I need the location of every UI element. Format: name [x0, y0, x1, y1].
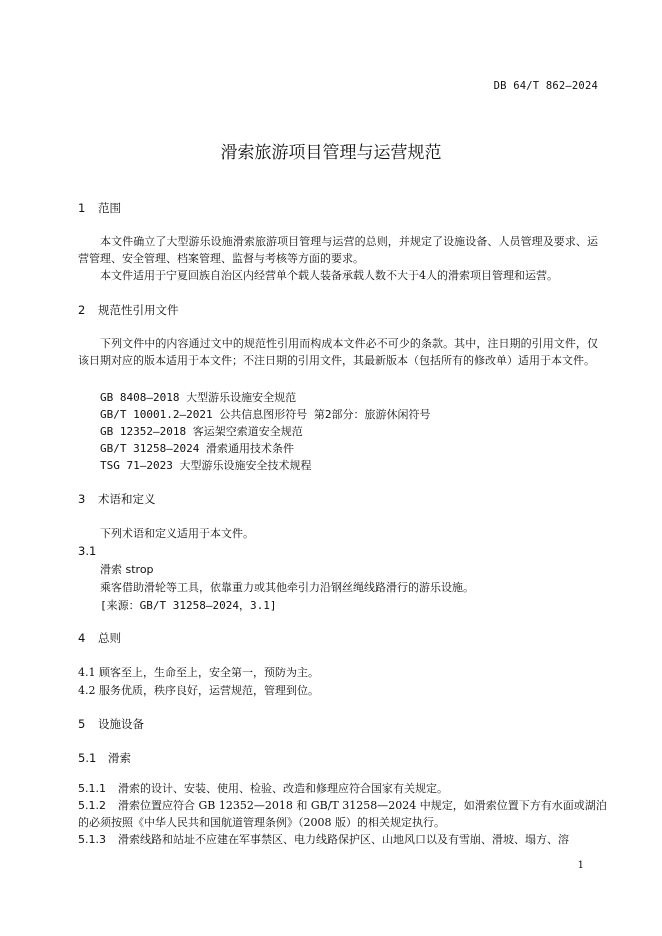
section-3-heading	[78, 491, 156, 507]
clause-5-1-2-continued	[78, 814, 445, 830]
clause-text: 滑索的设计、安装、使用、检验、改造和修理应符合国家有关规定。	[118, 782, 448, 795]
section-1-paragraph-1: 本文件确立了大型游乐设施滑索旅游项目管理与运营的总则，并规定了设施设备、人员管理及要求、运营管理、安全管理、档案管理、监督与考核等方面的要求。	[78, 235, 598, 265]
reference-item: GB 8408—2018 大型游乐设施安全规范	[100, 391, 297, 404]
section-title: 范围	[98, 201, 121, 215]
reference-item: GB/T 10001.2—2021 公共信息图形符号 第2部分：旅游休闲符号	[100, 408, 431, 421]
principle-item: 4.1 顾客至上，生命至上，安全第一，预防为主。	[78, 666, 319, 679]
section-title: 总则	[98, 631, 121, 645]
document-title: 滑索旅游项目管理与运营规范	[220, 143, 442, 163]
clause-text: 滑索线路和站址不应建在军事禁区、电力线路保护区、山地风口以及有雪崩、滑坡、塌方、溶	[118, 833, 569, 846]
section-title: 规范性引用文件	[98, 303, 179, 317]
document-code: DB 64/T 862—2024	[493, 80, 598, 92]
section-title: 设施设备	[98, 717, 144, 731]
clause-number: 5.1.3	[78, 833, 106, 846]
clause-text: 的必须按照《中华人民共和国航道管理条例》（2008 版）的相关规定执行。	[78, 816, 445, 829]
subsection-5-1-heading	[78, 750, 131, 766]
section-number: 4	[78, 631, 86, 645]
term-source: [来源：GB/T 31258—2024，3.1]	[100, 599, 277, 612]
term-name: 滑索 strop	[100, 563, 154, 576]
term-definition: 乘客借助滑轮等工具，依靠重力或其他牵引力沿钢丝绳线路滑行的游乐设施。	[100, 581, 474, 594]
section-2-paragraph-1: 下列文件中的内容通过文中的规范性引用而构成本文件必不可少的条款。其中，注日期的引用文件，仅该日期对应的版本适用于本文件；不注日期的引用文件，其最新版本（包括所有的修改单）适用于本文件。	[78, 337, 598, 367]
page-number: 1	[577, 860, 584, 871]
subsection-title: 滑索	[108, 751, 131, 765]
principle-item: 4.2 服务优质，秩序良好，运营规范，管理到位。	[78, 684, 319, 697]
clause-number: 5.1.1	[78, 782, 106, 795]
section-3-paragraph-1: 下列术语和定义适用于本文件。	[100, 527, 254, 540]
section-1-paragraph-2: 本文件适用于宁夏回族自治区内经营单个载人装备承载人数不大于4人的滑索项目管理和运营。	[100, 269, 558, 282]
section-number: 3	[78, 492, 86, 506]
clause-5-1-2	[78, 797, 607, 813]
reference-item: GB/T 31258—2024 滑索通用技术条件	[100, 442, 294, 455]
clause-5-1-1	[78, 780, 448, 796]
section-4-heading	[78, 630, 121, 646]
section-number: 1	[78, 201, 86, 215]
section-2-heading	[78, 302, 179, 318]
section-5-heading	[78, 716, 144, 732]
clause-number: 5.1.2	[78, 799, 106, 812]
section-title: 术语和定义	[98, 492, 156, 506]
clause-5-1-3	[78, 831, 569, 847]
reference-item: GB 12352—2018 客运架空索道安全规范	[100, 425, 303, 438]
section-number: 5	[78, 717, 86, 731]
clause-text: 滑索位置应符合 GB 12352—2018 和 GB/T 31258—2024 中规定，如滑索位置下方有水面或湖泊	[118, 799, 607, 812]
section-1-heading	[78, 200, 121, 216]
reference-item: TSG 71—2023 大型游乐设施安全技术规程	[100, 459, 312, 472]
term-number: 3.1	[78, 544, 97, 558]
section-number: 2	[78, 303, 86, 317]
subsection-number: 5.1	[78, 751, 97, 765]
